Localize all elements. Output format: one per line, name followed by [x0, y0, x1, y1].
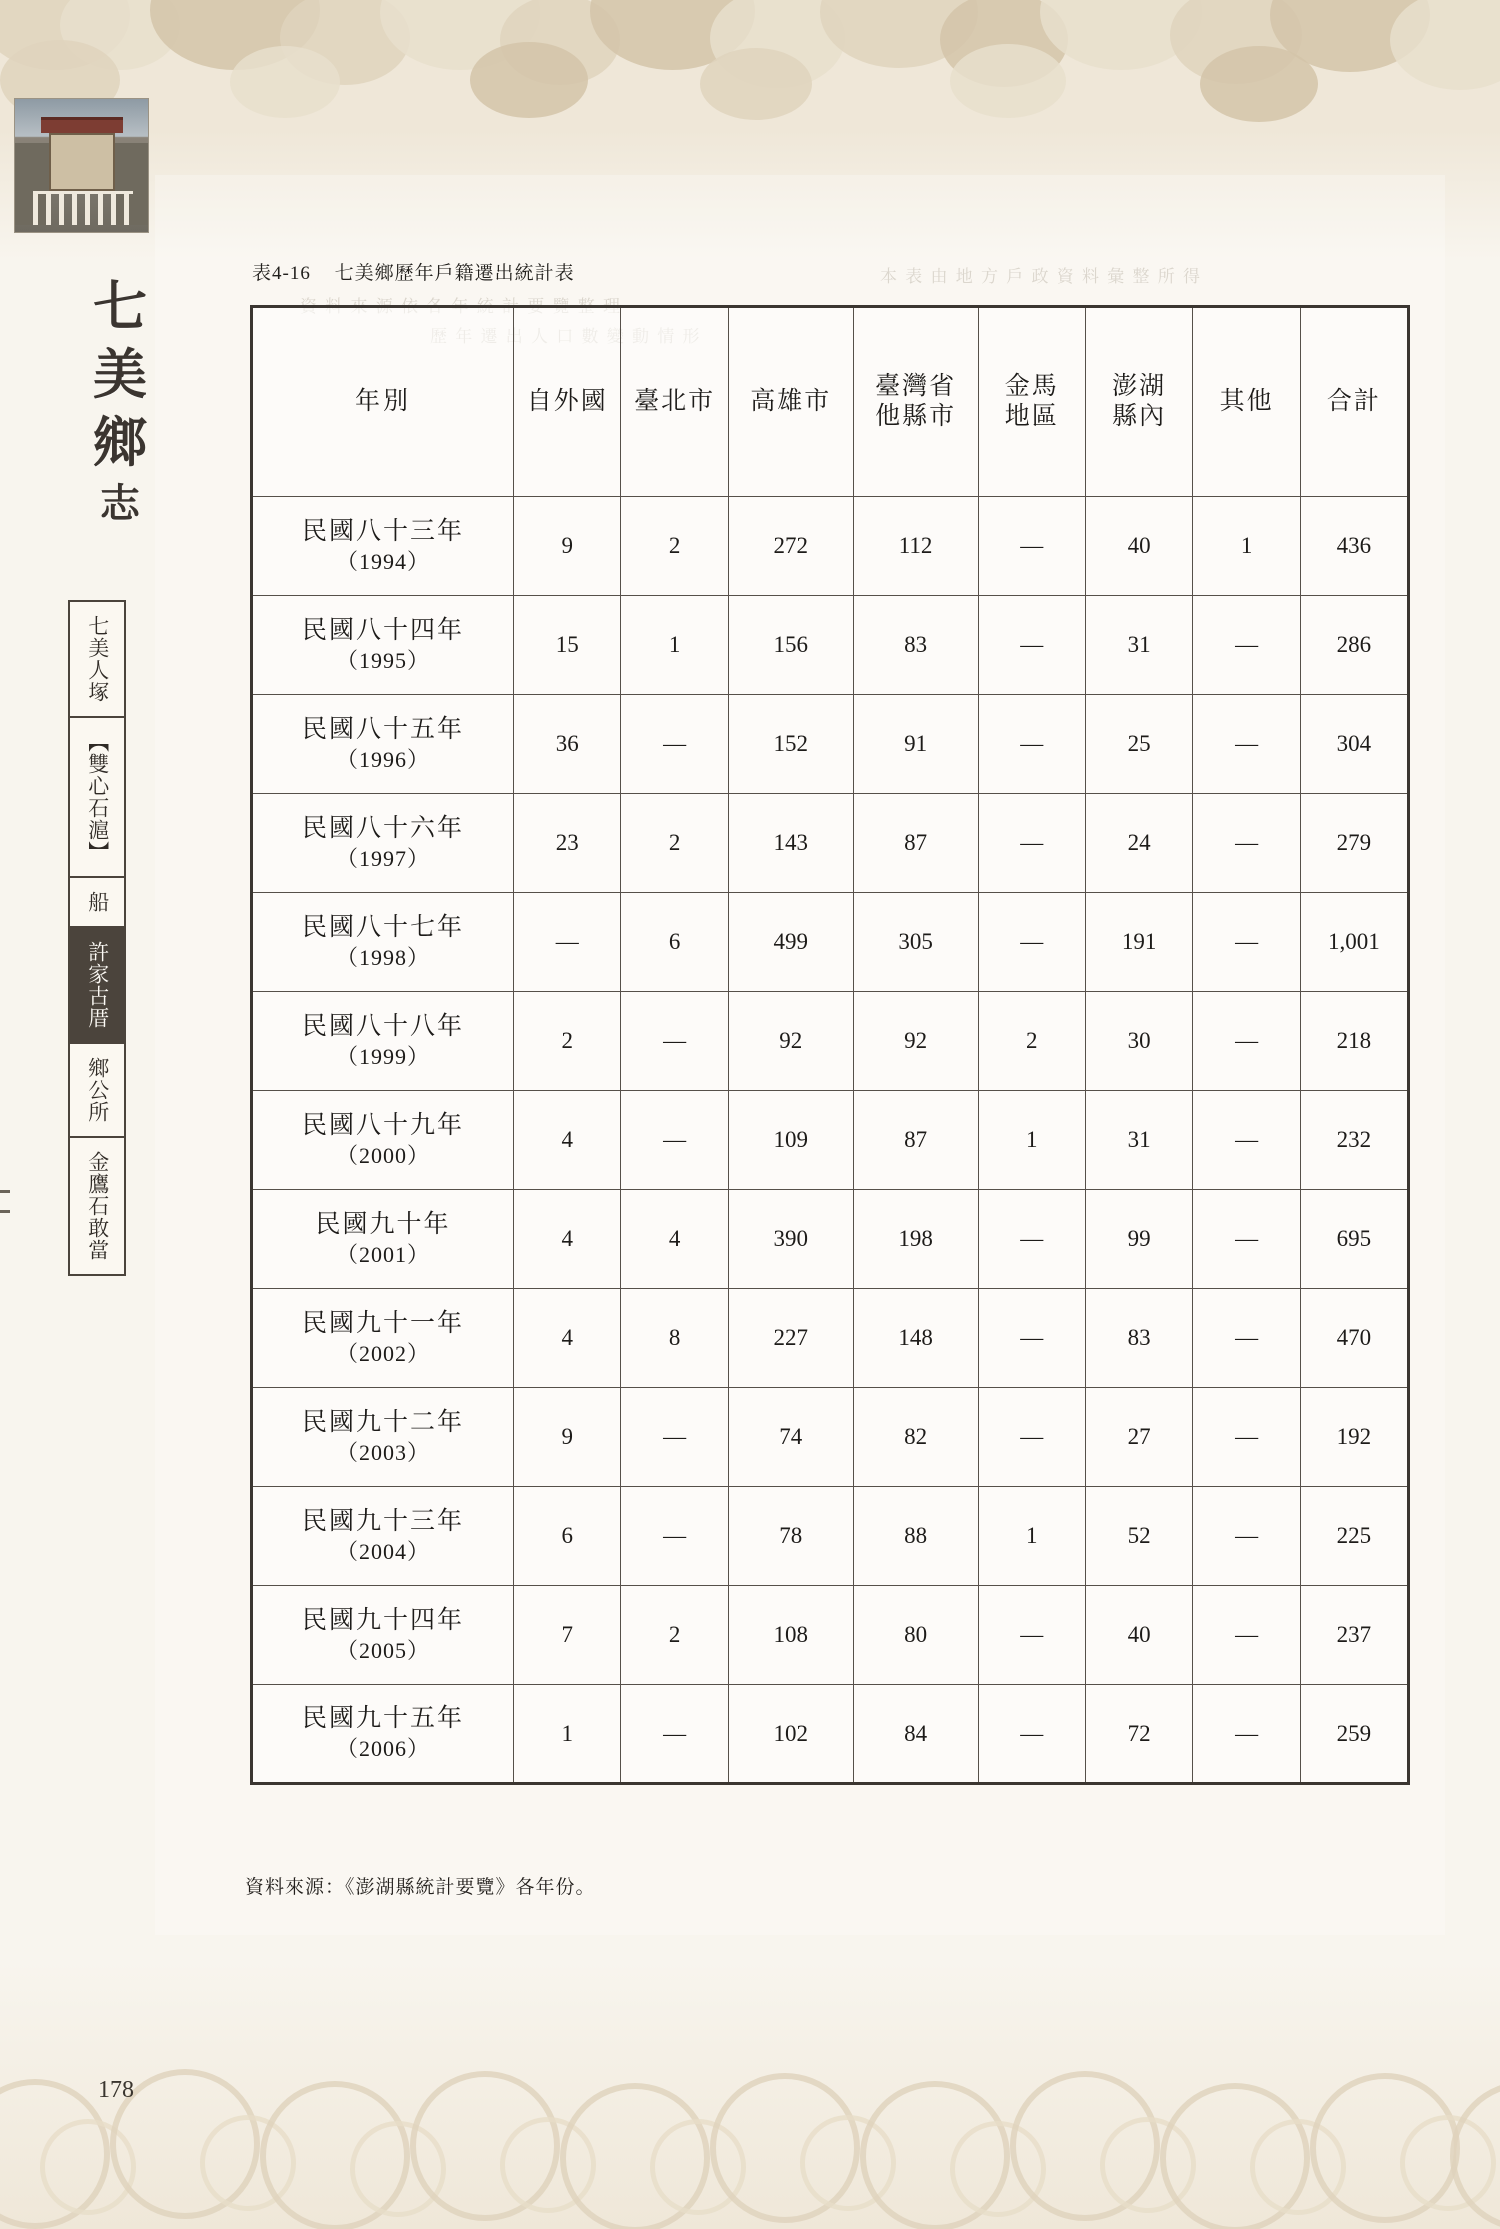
- table-row: [252, 1190, 1409, 1289]
- year-ad: （2005）: [336, 1637, 431, 1663]
- sidebar-item-label: 七美人塚: [85, 615, 110, 703]
- column-header-within-penghu-county: [1085, 307, 1192, 497]
- cloud-ornament-band: [0, 0, 1500, 150]
- book-title-char: 美: [93, 345, 147, 405]
- year-ad: （2003）: [336, 1439, 431, 1465]
- cell-kinmen-matsu: —: [978, 1289, 1085, 1388]
- cell-within-penghu: 30: [1085, 992, 1192, 1091]
- table-row: [252, 1289, 1409, 1388]
- year-roc: 民國九十年: [315, 1210, 451, 1238]
- sidebar-item-label: 船: [85, 891, 110, 913]
- column-header-line: 臺灣省: [875, 372, 957, 400]
- cell-taiwan-other: 198: [853, 1190, 978, 1289]
- cell-taiwan-other: 305: [853, 893, 978, 992]
- table-row: [252, 992, 1409, 1091]
- year-ad: （1999）: [336, 1043, 431, 1069]
- cell-kaohsiung-city: 109: [728, 1091, 853, 1190]
- row-year-label: [252, 893, 514, 992]
- column-header-line: 他縣市: [875, 403, 957, 430]
- cell-kaohsiung-city: 92: [728, 992, 853, 1091]
- column-header-other: 其他: [1193, 307, 1300, 497]
- cell-total: 279: [1300, 794, 1408, 893]
- row-year-label: [252, 1586, 514, 1685]
- cell-within-penghu: 24: [1085, 794, 1192, 893]
- cell-from-abroad: 9: [514, 1388, 621, 1487]
- cell-other: —: [1193, 1586, 1300, 1685]
- migration-statistics-table: [250, 305, 1410, 1785]
- cell-other: —: [1193, 1388, 1300, 1487]
- cell-other: —: [1193, 1091, 1300, 1190]
- cell-within-penghu: 83: [1085, 1289, 1192, 1388]
- column-header-taiwan-other-counties: [853, 307, 978, 497]
- sidebar-item-golden-hawk-stone[interactable]: [70, 1138, 124, 1274]
- cell-from-abroad: 6: [514, 1487, 621, 1586]
- cell-kaohsiung-city: 143: [728, 794, 853, 893]
- book-title-char: 鄉: [93, 413, 147, 473]
- year-roc: 民國八十九年: [302, 1111, 465, 1139]
- column-header-line: 澎湖: [1112, 372, 1167, 400]
- column-header-year: 年別: [252, 307, 514, 497]
- cell-within-penghu: 52: [1085, 1487, 1192, 1586]
- cell-other: —: [1193, 1289, 1300, 1388]
- table-row: [252, 1586, 1409, 1685]
- cell-other: —: [1193, 992, 1300, 1091]
- table-row: [252, 1091, 1409, 1190]
- table-row: [252, 1685, 1409, 1784]
- year-roc: 民國九十一年: [302, 1309, 465, 1337]
- table-row: [252, 695, 1409, 794]
- table-header-row: [252, 307, 1409, 497]
- column-header-total: 合計: [1300, 307, 1408, 497]
- table-row: [252, 1388, 1409, 1487]
- cell-within-penghu: 99: [1085, 1190, 1192, 1289]
- row-year-label: [252, 1289, 514, 1388]
- table-row: [252, 1487, 1409, 1586]
- column-header-line: 地區: [1004, 403, 1059, 430]
- cell-taipei-city: —: [621, 1388, 728, 1487]
- year-ad: （1996）: [336, 746, 431, 772]
- year-ad: （1997）: [336, 845, 431, 871]
- cell-kinmen-matsu: 1: [978, 1487, 1085, 1586]
- cell-kaohsiung-city: 108: [728, 1586, 853, 1685]
- book-title: [60, 277, 180, 526]
- year-roc: 民國八十四年: [302, 616, 465, 644]
- cell-within-penghu: 40: [1085, 497, 1192, 596]
- row-year-label: [252, 1190, 514, 1289]
- cell-from-abroad: 9: [514, 497, 621, 596]
- table-row: [252, 893, 1409, 992]
- cell-taiwan-other: 91: [853, 695, 978, 794]
- side-nav[interactable]: [68, 600, 126, 1276]
- cell-taiwan-other: 84: [853, 1685, 978, 1784]
- column-header-taipei-city: 臺北市: [621, 307, 728, 497]
- cell-kaohsiung-city: 390: [728, 1190, 853, 1289]
- ghost-text-line: [250, 1930, 269, 1955]
- cell-other: —: [1193, 596, 1300, 695]
- cell-within-penghu: 25: [1085, 695, 1192, 794]
- cell-within-penghu: 31: [1085, 596, 1192, 695]
- ghost-text-line: 本 表 由 地 方 戶 政 資 料 彙 整 所 得: [880, 267, 1202, 286]
- sidebar-item-label: 金鷹石敢當: [85, 1151, 110, 1261]
- year-ad: （1995）: [336, 647, 431, 673]
- cell-kaohsiung-city: 227: [728, 1289, 853, 1388]
- cell-kinmen-matsu: —: [978, 1586, 1085, 1685]
- table-caption-title: 七美鄉歷年戶籍遷出統計表: [334, 263, 575, 284]
- cell-kinmen-matsu: —: [978, 596, 1085, 695]
- year-roc: 民國八十三年: [302, 517, 465, 545]
- cell-taiwan-other: 87: [853, 1091, 978, 1190]
- cell-kinmen-matsu: —: [978, 1685, 1085, 1784]
- cell-kinmen-matsu: —: [978, 1388, 1085, 1487]
- sidebar-item-boat[interactable]: [70, 878, 124, 928]
- cell-other: —: [1193, 695, 1300, 794]
- year-roc: 民國八十六年: [302, 814, 465, 842]
- cell-taipei-city: —: [621, 695, 728, 794]
- sidebar-item-township-office[interactable]: [70, 1044, 124, 1138]
- row-year-label: [252, 596, 514, 695]
- sidebar-item-xu-family-house[interactable]: [70, 928, 124, 1044]
- cell-taiwan-other: 87: [853, 794, 978, 893]
- year-ad: （2002）: [336, 1340, 431, 1366]
- cell-total: 436: [1300, 497, 1408, 596]
- year-roc: 民國九十三年: [302, 1507, 465, 1535]
- cell-taipei-city: 6: [621, 893, 728, 992]
- cell-kinmen-matsu: —: [978, 695, 1085, 794]
- cell-taipei-city: 1: [621, 596, 728, 695]
- cell-other: —: [1193, 1190, 1300, 1289]
- cell-taipei-city: —: [621, 1091, 728, 1190]
- row-year-label: [252, 794, 514, 893]
- cell-kaohsiung-city: 499: [728, 893, 853, 992]
- sidebar-item-label: 鄉公所: [85, 1057, 110, 1123]
- cell-from-abroad: 7: [514, 1586, 621, 1685]
- cell-total: 237: [1300, 1586, 1408, 1685]
- cell-taipei-city: 4: [621, 1190, 728, 1289]
- cell-other: —: [1193, 893, 1300, 992]
- wave-ornament-band: [0, 2019, 1500, 2229]
- cell-kaohsiung-city: 156: [728, 596, 853, 695]
- row-year-label: [252, 695, 514, 794]
- cell-within-penghu: 40: [1085, 1586, 1192, 1685]
- cell-from-abroad: 4: [514, 1289, 621, 1388]
- column-header-from-abroad: 自外國: [514, 307, 621, 497]
- table-caption: [252, 258, 575, 285]
- cell-taiwan-other: 83: [853, 596, 978, 695]
- cell-from-abroad: 1: [514, 1685, 621, 1784]
- row-year-label: [252, 497, 514, 596]
- year-roc: 民國九十二年: [302, 1408, 465, 1436]
- cell-other: —: [1193, 794, 1300, 893]
- year-roc: 民國八十八年: [302, 1012, 465, 1040]
- page-number: 178: [98, 2077, 134, 2103]
- year-ad: （2000）: [336, 1142, 431, 1168]
- cell-other: —: [1193, 1685, 1300, 1784]
- cell-total: 218: [1300, 992, 1408, 1091]
- table-caption-number: 表4-16: [252, 263, 311, 284]
- row-year-label: [252, 1091, 514, 1190]
- cell-total: 1,001: [1300, 893, 1408, 992]
- cell-total: 695: [1300, 1190, 1408, 1289]
- cell-total: 304: [1300, 695, 1408, 794]
- cell-kaohsiung-city: 102: [728, 1685, 853, 1784]
- edge-tick: [0, 1210, 10, 1213]
- cell-taiwan-other: 92: [853, 992, 978, 1091]
- column-header-kinmen-matsu-area: [978, 307, 1085, 497]
- cell-kinmen-matsu: —: [978, 1190, 1085, 1289]
- year-ad: （2001）: [336, 1241, 431, 1267]
- cell-other: 1: [1193, 497, 1300, 596]
- cell-from-abroad: 23: [514, 794, 621, 893]
- column-header-line: 金馬: [1004, 372, 1059, 400]
- year-ad: （1998）: [336, 944, 431, 970]
- table-row: [252, 596, 1409, 695]
- cell-kaohsiung-city: 152: [728, 695, 853, 794]
- cell-total: 286: [1300, 596, 1408, 695]
- cell-other: —: [1193, 1487, 1300, 1586]
- cell-total: 232: [1300, 1091, 1408, 1190]
- book-title-char: 志: [100, 481, 140, 526]
- cell-within-penghu: 72: [1085, 1685, 1192, 1784]
- edge-tick: [0, 1190, 10, 1193]
- cell-from-abroad: 36: [514, 695, 621, 794]
- cell-within-penghu: 27: [1085, 1388, 1192, 1487]
- table-row: [252, 497, 1409, 596]
- cell-taiwan-other: 88: [853, 1487, 978, 1586]
- row-year-label: [252, 992, 514, 1091]
- cell-kinmen-matsu: —: [978, 893, 1085, 992]
- year-roc: 民國九十五年: [302, 1705, 465, 1733]
- cell-from-abroad: 4: [514, 1091, 621, 1190]
- sidebar-item-label: 【雙心石滬】: [85, 731, 110, 863]
- sidebar-item-label: 許家古厝: [85, 941, 110, 1029]
- table-row: [252, 794, 1409, 893]
- cell-taipei-city: 2: [621, 1586, 728, 1685]
- column-header-line: 縣內: [1112, 403, 1167, 430]
- cell-within-penghu: 191: [1085, 893, 1192, 992]
- cell-from-abroad: 4: [514, 1190, 621, 1289]
- cell-taipei-city: —: [621, 1487, 728, 1586]
- cell-taipei-city: 2: [621, 794, 728, 893]
- column-header-kaohsiung-city: 高雄市: [728, 307, 853, 497]
- cell-within-penghu: 31: [1085, 1091, 1192, 1190]
- year-roc: 民國八十七年: [302, 913, 465, 941]
- year-roc: 民國八十五年: [302, 715, 465, 743]
- cell-kaohsiung-city: 74: [728, 1388, 853, 1487]
- cell-from-abroad: 15: [514, 596, 621, 695]
- cell-kinmen-matsu: —: [978, 497, 1085, 596]
- cell-taipei-city: 8: [621, 1289, 728, 1388]
- cell-taipei-city: 2: [621, 497, 728, 596]
- cell-taiwan-other: 80: [853, 1586, 978, 1685]
- row-year-label: [252, 1685, 514, 1784]
- cell-total: 192: [1300, 1388, 1408, 1487]
- cell-taiwan-other: 82: [853, 1388, 978, 1487]
- cell-kaohsiung-city: 78: [728, 1487, 853, 1586]
- cell-from-abroad: —: [514, 893, 621, 992]
- cell-total: 470: [1300, 1289, 1408, 1388]
- row-year-label: [252, 1487, 514, 1586]
- book-title-char: 七: [93, 277, 147, 337]
- cell-kaohsiung-city: 272: [728, 497, 853, 596]
- sidebar-item-qimei-tomb[interactable]: [70, 602, 124, 718]
- year-ad: （1994）: [336, 548, 431, 574]
- year-ad: （2004）: [336, 1538, 431, 1564]
- sidebar-item-twin-heart-weir[interactable]: [70, 718, 124, 878]
- cell-taiwan-other: 112: [853, 497, 978, 596]
- table-source-note: 資料來源：《澎湖縣統計要覽》各年份。: [245, 1877, 596, 1898]
- cell-kinmen-matsu: 2: [978, 992, 1085, 1091]
- cell-taiwan-other: 148: [853, 1289, 978, 1388]
- cell-taipei-city: —: [621, 992, 728, 1091]
- cell-taipei-city: —: [621, 1685, 728, 1784]
- year-ad: （2006）: [336, 1736, 431, 1762]
- table-body: [252, 497, 1409, 1784]
- cell-total: 259: [1300, 1685, 1408, 1784]
- cell-total: 225: [1300, 1487, 1408, 1586]
- cell-kinmen-matsu: 1: [978, 1091, 1085, 1190]
- temple-gate-photo: [14, 98, 149, 233]
- cell-from-abroad: 2: [514, 992, 621, 1091]
- year-roc: 民國九十四年: [302, 1606, 465, 1634]
- row-year-label: [252, 1388, 514, 1487]
- cell-kinmen-matsu: —: [978, 794, 1085, 893]
